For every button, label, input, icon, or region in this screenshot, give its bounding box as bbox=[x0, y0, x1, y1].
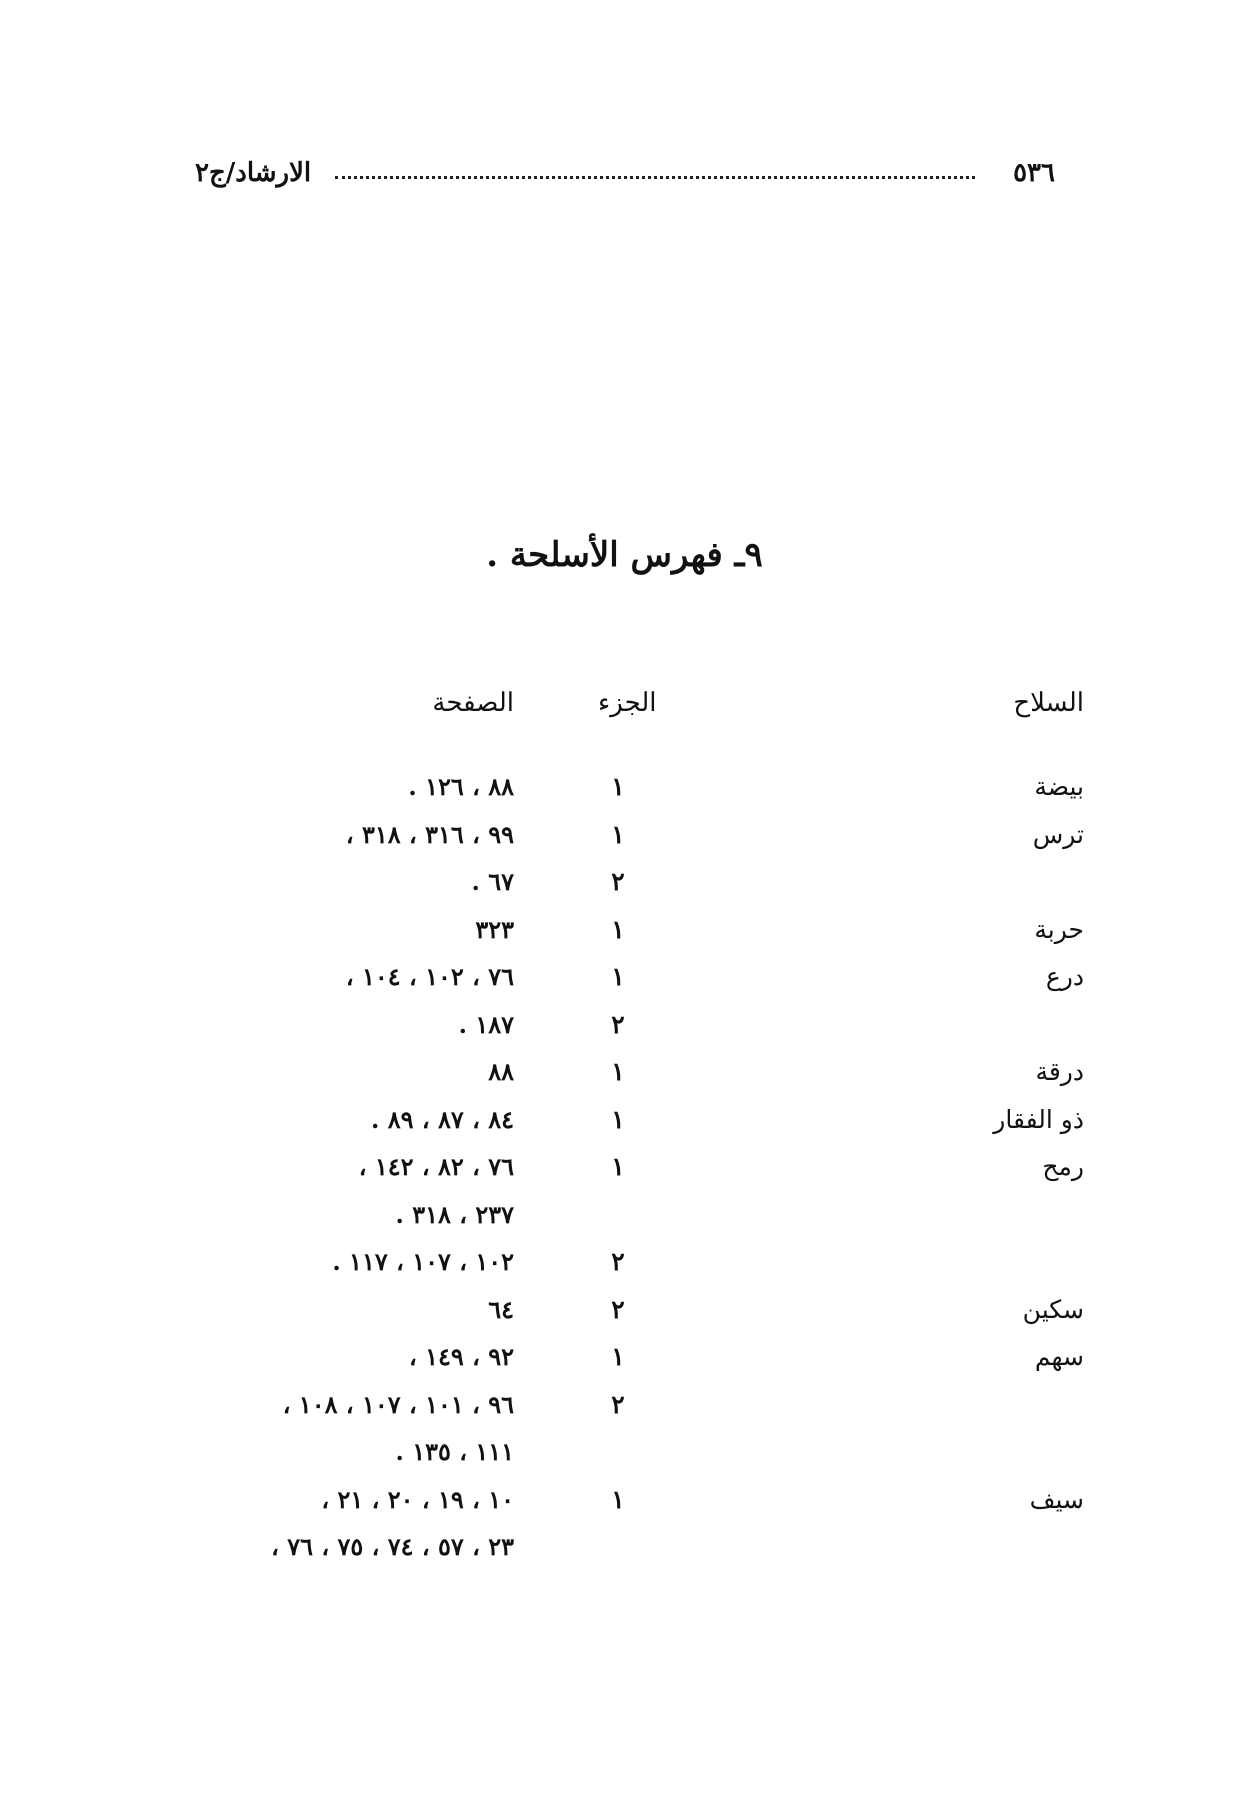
table-row bbox=[0, 1010, 1249, 1058]
weapons-index-table bbox=[0, 688, 1249, 1580]
page-number: ٥٣٦ bbox=[1013, 158, 1055, 188]
weapon-cell: سكين bbox=[1022, 1294, 1084, 1324]
table-row bbox=[0, 962, 1249, 1010]
table-row bbox=[0, 1057, 1249, 1105]
table-row bbox=[0, 1532, 1249, 1580]
table-row bbox=[0, 1390, 1249, 1438]
volume-cell: ٢ bbox=[611, 1389, 625, 1419]
table-row bbox=[0, 867, 1249, 915]
pages-cell: ٩٢ ، ١٤٩ ، bbox=[408, 1342, 514, 1371]
column-header-weapon: السلاح bbox=[1013, 688, 1084, 718]
pages-cell: ٣٢٣ bbox=[475, 914, 514, 944]
pages-cell: ٢٣ ، ٥٧ ، ٧٤ ، ٧٥ ، ٧٦ ، bbox=[271, 1532, 514, 1561]
volume-cell: ١ bbox=[611, 772, 625, 801]
weapon-cell: حربة bbox=[1034, 914, 1084, 944]
pages-cell: ٦٤ bbox=[488, 1294, 514, 1324]
volume-cell: ١ bbox=[611, 1104, 625, 1134]
book-volume-label: الارشاد/ج٢ bbox=[195, 158, 312, 188]
leader-dots bbox=[335, 176, 975, 179]
pages-cell: ٨٨ ، ١٢٦ . bbox=[408, 772, 514, 801]
table-row bbox=[0, 915, 1249, 963]
volume-cell: ١ bbox=[611, 1342, 625, 1371]
pages-cell: ٨٨ bbox=[488, 1057, 514, 1086]
table-row bbox=[0, 772, 1249, 820]
volume-cell: ٢ bbox=[611, 1294, 625, 1324]
table-row bbox=[0, 1247, 1249, 1295]
pages-cell: ٩٦ ، ١٠١ ، ١٠٧ ، ١٠٨ ، bbox=[282, 1389, 514, 1419]
weapon-cell: بيضة bbox=[1034, 772, 1084, 801]
table-row bbox=[0, 1200, 1249, 1248]
pages-cell: ١٨٧ . bbox=[458, 1009, 514, 1039]
weapon-cell: ذو الفقار bbox=[993, 1104, 1084, 1134]
table-header-row bbox=[0, 688, 1249, 772]
volume-cell: ١ bbox=[611, 1152, 625, 1181]
weapon-cell: درع bbox=[1045, 962, 1084, 991]
volume-cell: ١ bbox=[611, 819, 625, 849]
weapon-cell: ترس bbox=[1032, 819, 1084, 849]
table-row bbox=[0, 1485, 1249, 1533]
table-row bbox=[0, 1342, 1249, 1390]
pages-cell: ١٠ ، ١٩ ، ٢٠ ، ٢١ ، bbox=[321, 1484, 514, 1514]
volume-cell: ١ bbox=[611, 1484, 625, 1514]
weapon-cell: درقة bbox=[1035, 1057, 1084, 1086]
pages-cell: ٨٤ ، ٨٧ ، ٨٩ . bbox=[371, 1104, 514, 1134]
weapon-cell: سهم bbox=[1034, 1342, 1084, 1371]
table-row bbox=[0, 820, 1249, 868]
pages-cell: ١١١ ، ١٣٥ . bbox=[395, 1437, 514, 1466]
pages-cell: ١٠٢ ، ١٠٧ ، ١١٧ . bbox=[332, 1247, 514, 1276]
pages-cell: ٢٣٧ ، ٣١٨ . bbox=[395, 1199, 514, 1229]
weapon-cell: رمح bbox=[1042, 1152, 1084, 1181]
running-header bbox=[195, 158, 1055, 198]
table-row bbox=[0, 1295, 1249, 1343]
table-row bbox=[0, 1105, 1249, 1153]
volume-cell: ٢ bbox=[611, 867, 625, 896]
pages-cell: ٧٦ ، ٨٢ ، ١٤٢ ، bbox=[358, 1152, 514, 1181]
pages-cell: ٩٩ ، ٣١٦ ، ٣١٨ ، bbox=[345, 819, 514, 849]
weapon-cell: سيف bbox=[1029, 1484, 1084, 1514]
table-row bbox=[0, 1152, 1249, 1200]
volume-cell: ١ bbox=[611, 914, 625, 944]
volume-cell: ٢ bbox=[611, 1247, 625, 1276]
column-header-pages: الصفحة bbox=[432, 688, 514, 718]
volume-cell: ١ bbox=[611, 962, 625, 991]
pages-cell: ٧٦ ، ١٠٢ ، ١٠٤ ، bbox=[345, 962, 514, 991]
column-header-volume: الجزء bbox=[598, 688, 657, 718]
volume-cell: ١ bbox=[611, 1057, 625, 1086]
index-title: ٩ـ فهرس الأسلحة . bbox=[486, 535, 763, 575]
volume-cell: ٢ bbox=[611, 1009, 625, 1039]
table-row bbox=[0, 1437, 1249, 1485]
pages-cell: ٦٧ . bbox=[471, 867, 514, 896]
